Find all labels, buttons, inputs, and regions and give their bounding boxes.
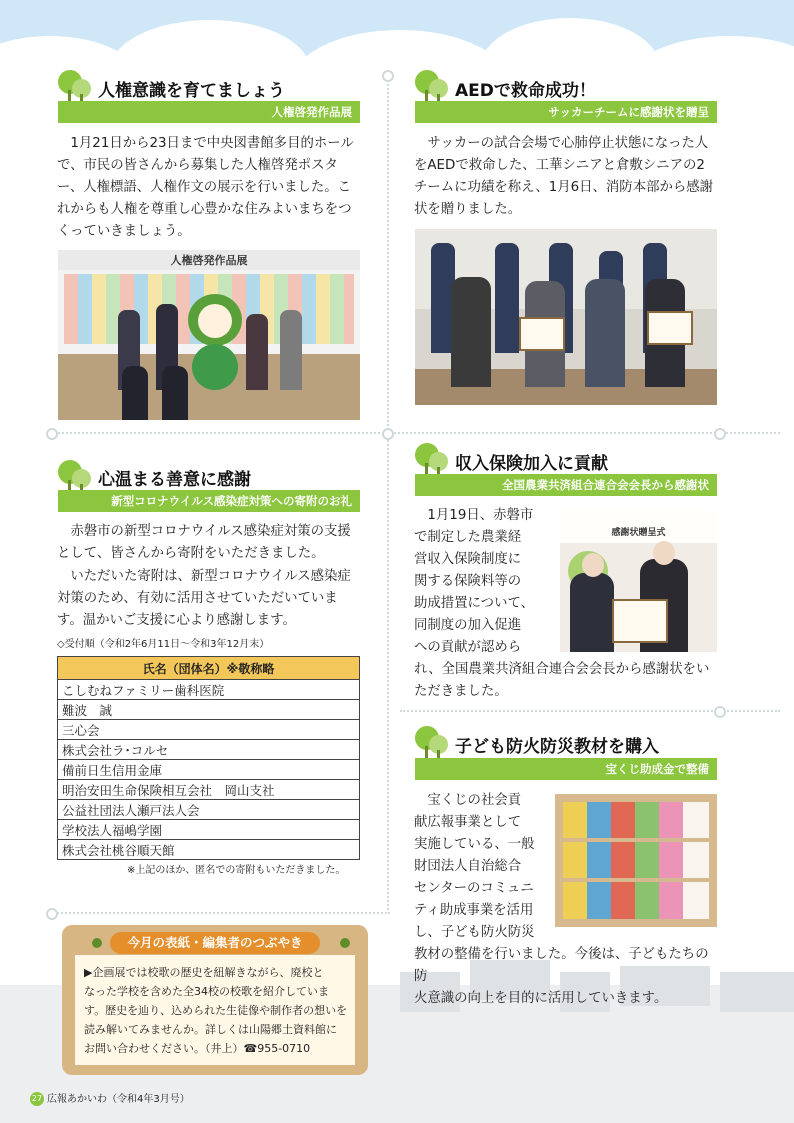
page-footer xyxy=(30,1090,190,1106)
exhibition-photo xyxy=(58,250,360,420)
certificate-frame xyxy=(647,311,693,345)
table-row xyxy=(58,740,360,760)
donor-name: 明治安田生命保険相互会社 岡山支社 xyxy=(58,780,360,800)
divider-knot xyxy=(382,70,394,82)
donor-name: 株式会社ラ･コルセ xyxy=(58,740,360,760)
article-body-narrow: 1月19日、赤磐市 で制定した農業経 営収入保険制度に 関する保険料等の 助成措置について、 同制度の加入促進 への貢献が認めら xyxy=(414,508,534,655)
divider-knot xyxy=(46,908,58,920)
photo-sign: 人権啓発作品展 xyxy=(170,254,248,267)
article-subtitle-bar: 人権啓発作品展 xyxy=(58,101,360,123)
editor-text: ▶企画展では校歌の歴史を紐解きながら、廃校と なった学校を含めた全34校の校歌を紹介していま す。歴史を辿り、込められた生徒像や制作者の想いを 読み解いてみませんか。詳しくは山陽郷土資料館に お問い合わせください。（井上）☎955-0710 xyxy=(84,966,348,1055)
article-subtitle-bar: 新型コロナウイルス感染症対策への寄附のお礼 xyxy=(58,490,360,512)
article-title: 収入保険加入に貢献 xyxy=(455,454,608,474)
table-row xyxy=(58,720,360,740)
donor-name: 備前日生信用金庫 xyxy=(58,760,360,780)
dotted-divider xyxy=(50,912,390,914)
article-body: 1月21日から23日まで中央図書館多目的ホールで、市民の皆さんから募集した人権啓発ポスター、人権標語、人権作文の展示を行いました。これからも人権を尊重し心豊かな住みよいまちをつくっていきましょう。 xyxy=(57,136,354,239)
reception-period: ◇受付順（令和2年6月11日～令和3年12月末） xyxy=(57,639,270,650)
article-body: サッカーの試合会場で心肺停止状態になった人をAEDで救命した、工華シニアと倉敷シニアの2チームに功績を称え、1月6日、消防本部から感謝状を贈りました。 xyxy=(414,136,714,217)
divider-knot xyxy=(382,428,394,440)
table-row xyxy=(58,700,360,720)
divider-knot xyxy=(46,428,58,440)
table-row xyxy=(58,680,360,700)
pushpin-icon xyxy=(340,938,350,948)
donor-name: 公益社団法人瀬戸法人会 xyxy=(58,800,360,820)
teaching-materials-photo xyxy=(555,794,717,927)
article-subtitle-bar: サッカーチームに感謝状を贈呈 xyxy=(415,101,717,123)
donor-name: 学校法人福嶋学園 xyxy=(58,820,360,840)
table-row xyxy=(58,780,360,800)
dotted-divider xyxy=(50,432,780,434)
donor-name: 三心会 xyxy=(58,720,360,740)
article-title: 子ども防火防災教材を購入 xyxy=(455,737,659,757)
table-row xyxy=(58,840,360,860)
ceremony-photo xyxy=(560,511,717,652)
article-subtitle-bar: 宝くじ助成金で整備 xyxy=(415,758,717,780)
publication-name: 広報あかいわ（令和4年3月号） xyxy=(47,1094,190,1105)
photo-sign: 感謝状贈呈式 xyxy=(611,528,666,538)
article-body-narrow: 宝くじの社会貢 献広報事業として 実施している、一般 財団法人自治総合 センターのコミュニ ティ助成事業を活用 し、子ども防火防災 xyxy=(414,793,535,940)
article-title: AEDで救命成功！ xyxy=(455,81,596,101)
dotted-divider xyxy=(387,80,389,910)
article-title: 人権意識を育てましょう xyxy=(98,81,285,101)
article-body: いただいた寄附は、新型コロナウイルス感染症対策のため、有効に活用させていただいています。温かいご支援に心より感謝します。 xyxy=(57,569,351,628)
donor-table-header: 氏名（団体名）※敬称略 xyxy=(58,657,360,680)
town-silhouette xyxy=(720,972,794,1012)
donor-name: 難波 誠 xyxy=(58,700,360,720)
award-photo xyxy=(415,229,717,405)
table-row xyxy=(58,760,360,780)
anonymous-note: ※上記のほか、匿名での寄附もいただきました。 xyxy=(127,865,346,876)
tree-icon xyxy=(415,726,453,762)
divider-knot xyxy=(714,706,726,718)
donor-table xyxy=(57,656,360,860)
article-subtitle-bar: 全国農業共済組合連合会会長から感謝状 xyxy=(415,474,717,496)
donor-name: こしむねファミリー歯科医院 xyxy=(58,680,360,700)
article-title: 心温まる善意に感謝 xyxy=(98,470,251,490)
article-body: 赤磐市の新型コロナウイルス感染症対策の支援として、皆さんから寄附をいただきました。 xyxy=(57,524,351,561)
certificate-frame xyxy=(612,599,668,643)
certificate-frame xyxy=(519,317,565,351)
donor-name: 株式会社桃谷順天館 xyxy=(58,840,360,860)
article-body-wide: れ、全国農業共済組合連合会会長から感謝状をい ただきました。 xyxy=(414,662,710,699)
article-body-wide: 教材の整備を行いました。今後は、子どもたちの防 火意識の向上を目的に活用していきます。 xyxy=(414,947,709,1006)
editor-heading: 今月の表紙・編集者のつぶやき xyxy=(110,932,320,954)
pushpin-icon xyxy=(92,938,102,948)
table-row xyxy=(58,800,360,820)
divider-knot xyxy=(714,428,726,440)
table-row xyxy=(58,820,360,840)
page-number: 27 xyxy=(30,1092,44,1106)
